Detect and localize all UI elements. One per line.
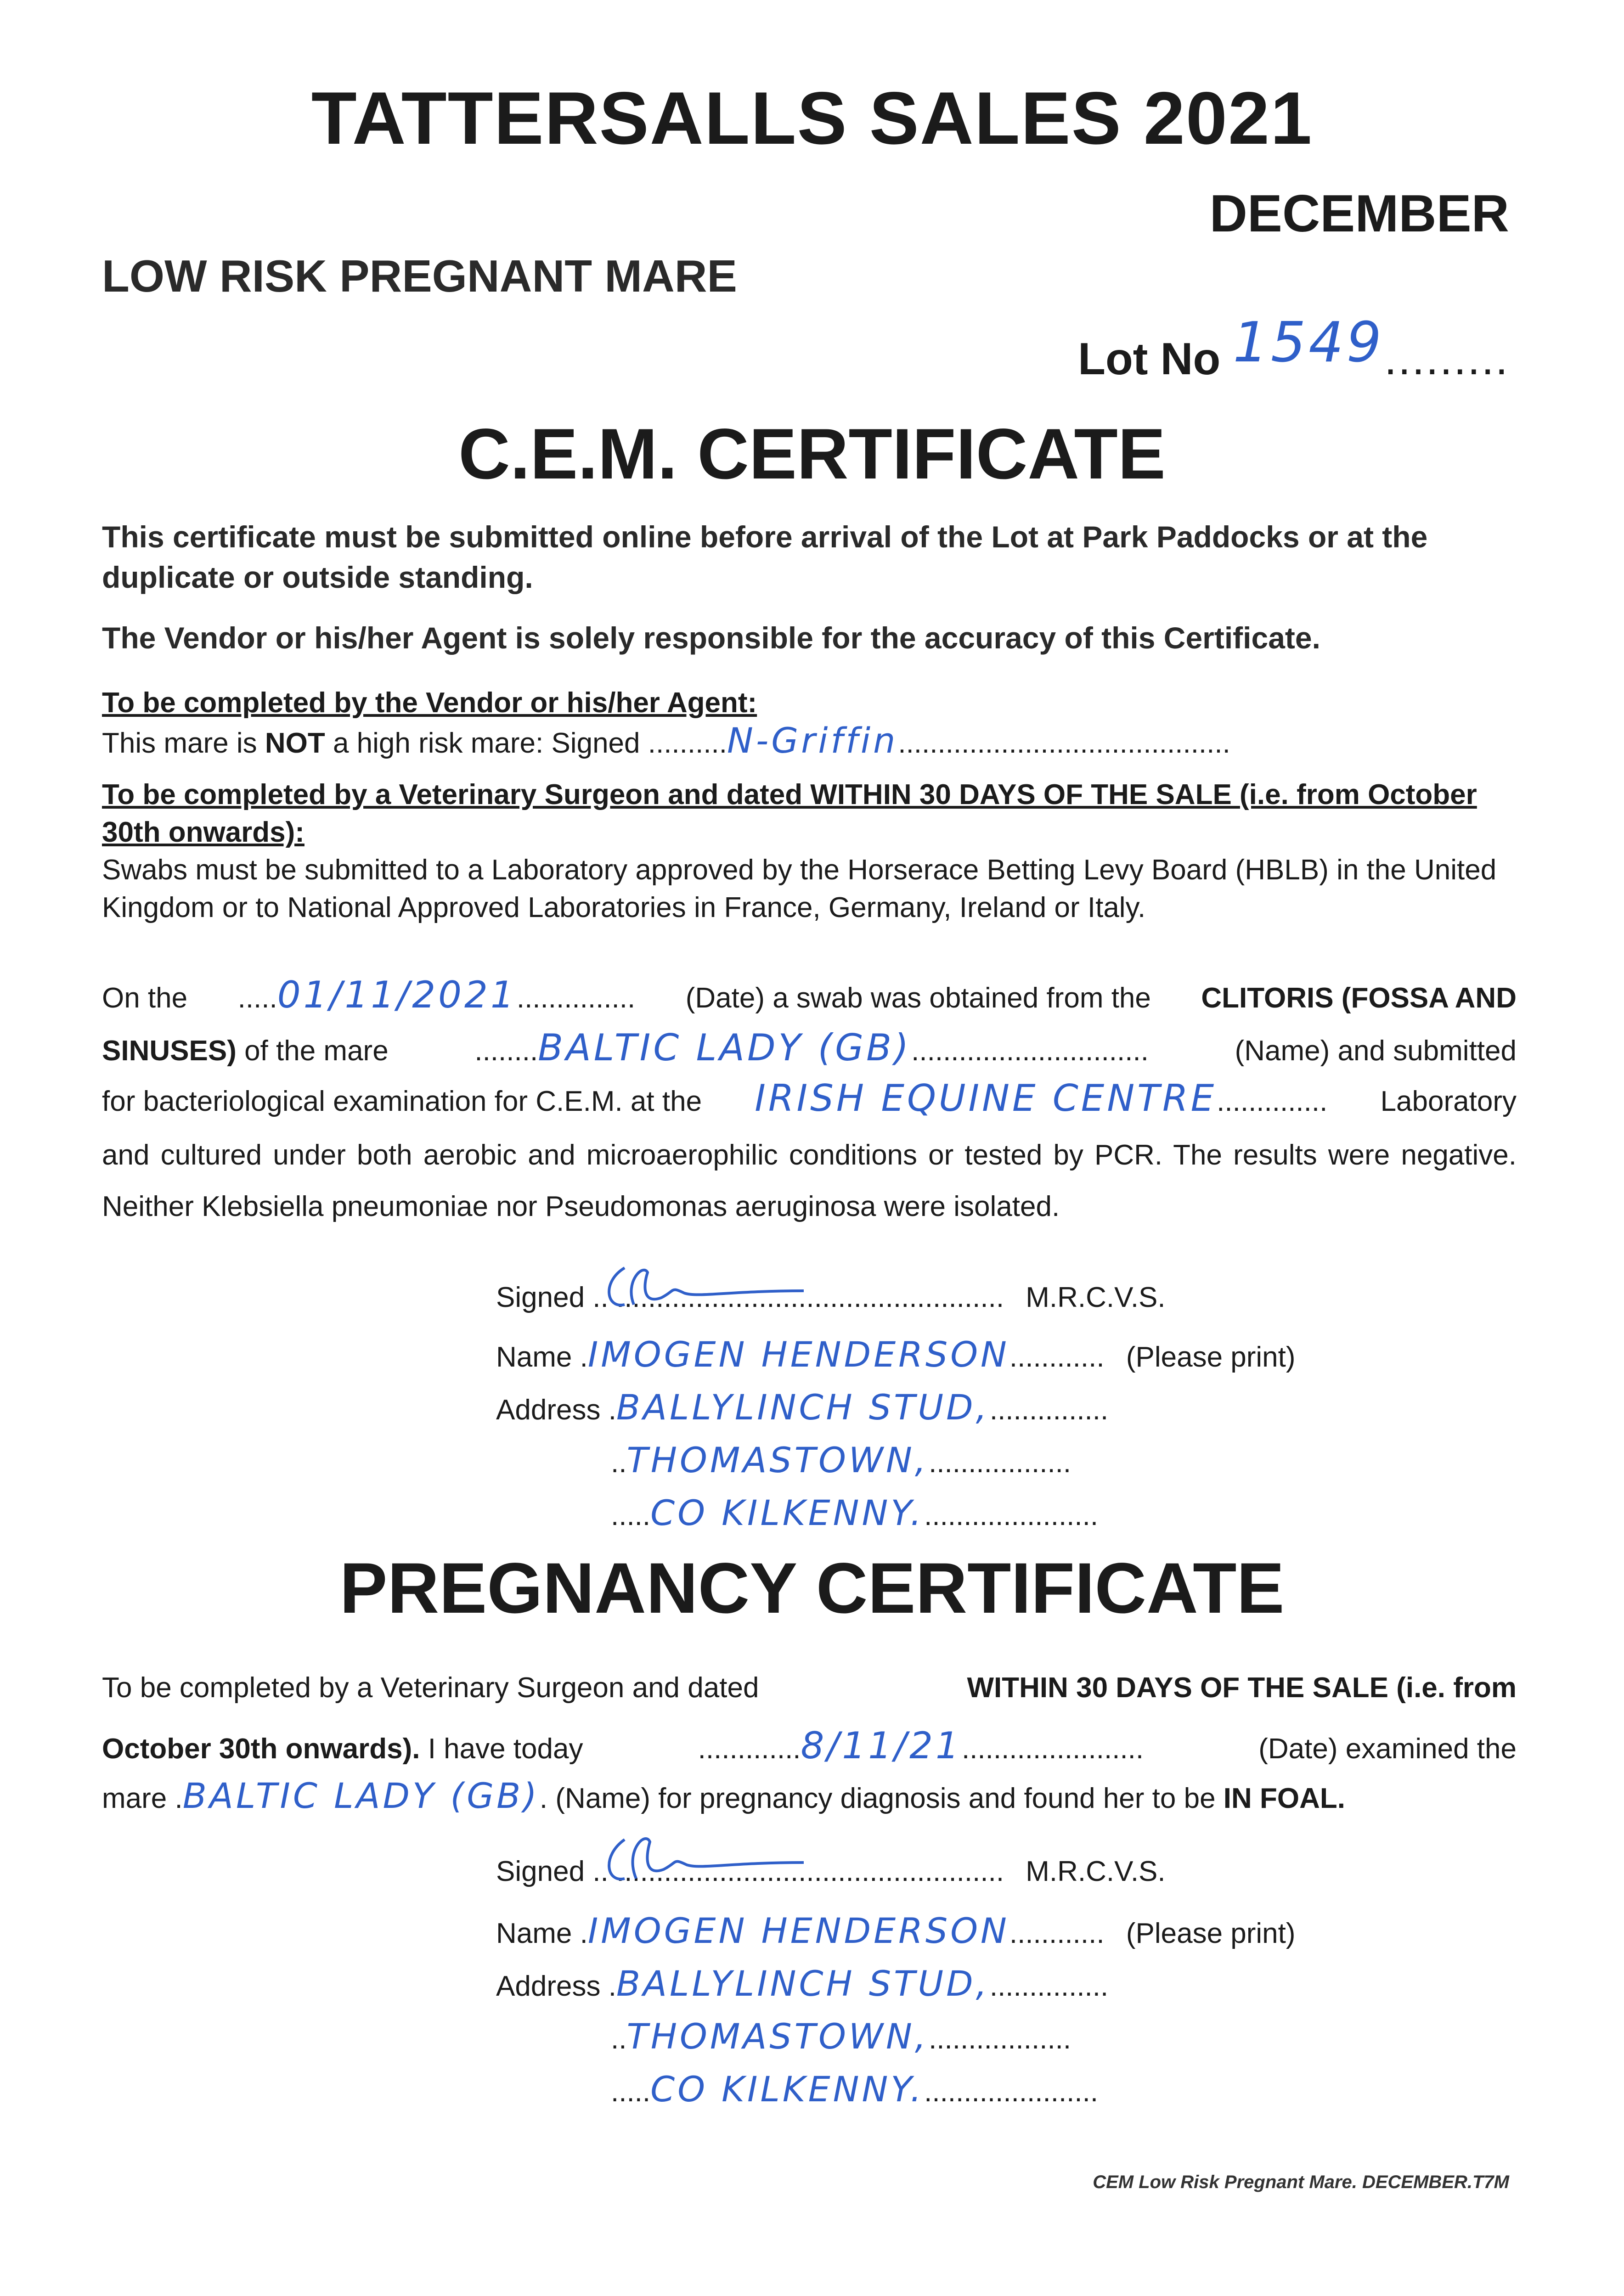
cem-vet-name-line: Name .IMOGEN HENDERSON............ (Please print) xyxy=(496,1334,1296,1375)
vet-requirements-text: Swabs must be submitted to a Laboratory approved by the Horserace Betting Levy Board (HBLB) in the United Kingdom or to National Approved Laboratories in France, Germany, Ireland or Italy. xyxy=(102,854,1497,923)
sale-month: DECEMBER xyxy=(1209,185,1509,243)
lot-label: Lot No xyxy=(1078,333,1221,384)
cem-address-line-3: .....CO KILKENNY....................... xyxy=(611,1492,1099,1533)
culture-results-text: and cultured under both aerobic and microaerophilic conditions or tested by PCR. The results were negative. Neither Klebsiella pneumoniae nor Pseudomonas aeruginosa were isolated. xyxy=(102,1139,1517,1222)
vendor-signature: N-Griffin xyxy=(727,720,898,761)
in-foal-result: IN FOAL. xyxy=(1223,1783,1345,1814)
lot-number-handwritten: 1549 xyxy=(1233,311,1384,375)
mare-type-heading: LOW RISK PREGNANT MARE xyxy=(102,251,737,301)
cem-address-1: BALLYLINCH STUD, xyxy=(616,1387,990,1428)
pregnancy-line-2: October 30th onwards). I have today .............8/11/21....................... (Date) examined the xyxy=(102,1724,1517,1767)
cem-mare-name: BALTIC LADY (GB) xyxy=(538,1026,912,1069)
pregnancy-line-1: To be completed by a Veterinary Surgeon and dated WITHIN 30 DAYS OF THE SALE (i.e. from xyxy=(102,1672,1517,1704)
cem-signed-line: Signed .. ................................................. M.R.C.V.S. xyxy=(496,1281,1166,1314)
cem-address-line-2: ..THOMASTOWN,.................. xyxy=(611,1440,1071,1480)
lot-number-line: Lot No 1549......... xyxy=(1078,311,1509,384)
vendor-section xyxy=(102,684,1517,762)
pregnancy-vet-name: IMOGEN HENDERSON xyxy=(587,1910,1009,1951)
cem-address-3: CO KILKENNY. xyxy=(650,1492,925,1533)
pregnancy-address-line-2: ..THOMASTOWN,.................. xyxy=(611,2016,1071,2057)
signature-icon xyxy=(592,1254,804,1318)
pregnancy-address-line-1: Address .BALLYLINCH STUD,............... xyxy=(496,1963,1109,2004)
pregnancy-vet-signature-scribble: .. xyxy=(592,1855,608,1888)
pregnancy-exam-date: 8/11/21 xyxy=(801,1724,962,1767)
cem-vet-signature-scribble: .. xyxy=(592,1281,608,1314)
pregnancy-mare-name: BALTIC LADY (GB) xyxy=(182,1775,540,1816)
submission-notice: This certificate must be submitted online before arrival of the Lot at Park Paddocks or at the duplicate or outside standing. xyxy=(102,520,1428,594)
swab-date: 01/11/2021 xyxy=(277,974,517,1016)
laboratory-name: IRISH EQUINE CENTRE xyxy=(755,1077,1217,1120)
cem-vet-name: IMOGEN HENDERSON xyxy=(587,1334,1009,1375)
vendor-heading: To be completed by the Vendor or his/her Agent: xyxy=(102,687,757,719)
mare-name-line: SINUSES) of the mare ........BALTIC LADY (GB).............................. (Name) and submitted xyxy=(102,1026,1517,1069)
pregnancy-address-1: BALLYLINCH STUD, xyxy=(616,1963,990,2004)
cem-address-2: THOMASTOWN, xyxy=(626,1440,929,1480)
form-code-footer: CEM Low Risk Pregnant Mare. DECEMBER.T7M xyxy=(1093,2172,1509,2192)
pregnancy-vet-name-line: Name .IMOGEN HENDERSON............ (Please print) xyxy=(496,1910,1296,1951)
cem-certificate-title: C.E.M. CERTIFICATE xyxy=(458,414,1166,494)
pregnancy-address-3: CO KILKENNY. xyxy=(650,2069,925,2110)
pregnancy-address-2: THOMASTOWN, xyxy=(626,2016,929,2057)
vet-heading: To be completed by a Veterinary Surgeon and dated WITHIN 30 DAYS OF THE SALE (i.e. from October 30th onwards): xyxy=(102,779,1477,848)
laboratory-line: for bacteriological examination for C.E.M. at the IRISH EQUINE CENTRE.............. Laboratory xyxy=(102,1077,1517,1120)
vendor-signature-line: This mare is NOT a high risk mare: Signed ..........N-Griffin.......................................... xyxy=(102,720,1230,761)
pregnancy-address-line-3: .....CO KILKENNY....................... xyxy=(611,2069,1099,2110)
pregnancy-signed-line: Signed .. ................................................. M.R.C.V.S. xyxy=(496,1855,1166,1888)
responsibility-notice: The Vendor or his/her Agent is solely responsible for the accuracy of this Certificate. xyxy=(102,621,1320,655)
signature-icon xyxy=(592,1823,804,1892)
pregnancy-certificate-title: PREGNANCY CERTIFICATE xyxy=(339,1548,1285,1628)
vet-requirements xyxy=(102,776,1517,927)
swab-date-line: On the .....01/11/2021............... (Date) a swab was obtained from the CLITORIS (FOSSA AND xyxy=(102,974,1517,1016)
pregnancy-line-3: mare .BALTIC LADY (GB). (Name) for pregnancy diagnosis and found her to be IN FOAL. xyxy=(102,1775,1345,1816)
cem-address-line-1: Address .BALLYLINCH STUD,............... xyxy=(496,1387,1109,1428)
document-title: TATTERSALLS SALES 2021 xyxy=(311,77,1313,160)
